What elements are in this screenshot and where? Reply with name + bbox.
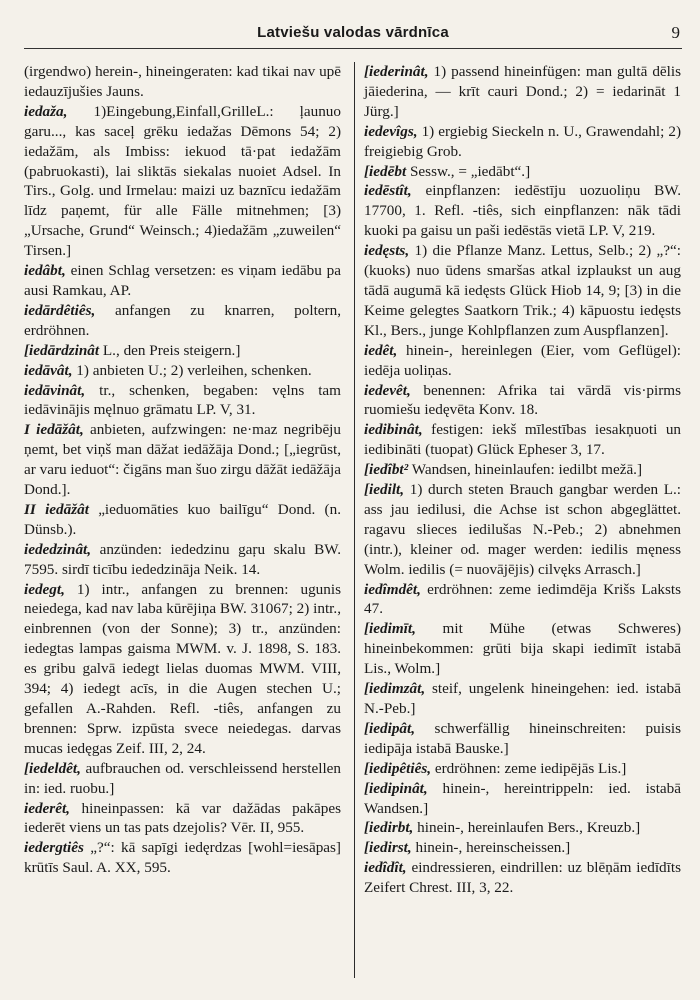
entry-definition: 1) anbieten U.; 2) verleihen, schenken. [76, 361, 312, 379]
dictionary-entry [24, 102, 341, 261]
dictionary-entry [364, 122, 681, 162]
entry-definition: 1) ergiebig Sieckeln n. U., Grawendahl; 2) freigiebig Grob. [364, 122, 681, 160]
entry-headword: [iedipât, [364, 719, 416, 737]
dictionary-entry [364, 838, 681, 858]
entry-headword: [iedirbt, [364, 819, 414, 837]
dictionary-entry [24, 361, 341, 381]
entry-headword: iededzinât, [24, 540, 92, 558]
entry-headword: [iedipinât, [364, 779, 428, 797]
entry-definition: steif, ungelenk hineingehen: ied. istabā N.-Peb.] [364, 680, 681, 717]
dictionary-entry [364, 858, 681, 898]
entry-headword: iedîmdêt, [364, 580, 421, 598]
entry-headword: II iedāžât [24, 500, 89, 518]
entry-headword: [iedirst, [364, 839, 412, 857]
page-number: 9 [671, 23, 680, 42]
entry-definition: hineinpassen: kā var dažādas pakāpes iederēt viens un tas pats dzejolis? Vēr. II, 955. [24, 799, 341, 837]
entry-headword: iedevêt, [364, 381, 411, 399]
entry-headword: [iederinât, [364, 63, 429, 80]
entry-definition: erdröhnen: zeme iedipējās Lis.] [434, 759, 627, 777]
entry-definition: einen Schlag versetzen: es viņam iedābu pa ausi Ramkau, AP. [24, 262, 341, 299]
entry-headword: iederêt, [24, 799, 70, 817]
entry-definition: hinein-, hereinscheissen.] [415, 839, 571, 857]
entry-definition: einpflanzen: iedēstīju uozuoliņu BW. 17700, 1. Refl. -tiês, sich einpflanzen: nāk tādi kuoki pa gaisu un paši iedēstās vietā LP. V, 219. [364, 182, 682, 240]
dictionary-entry [24, 580, 341, 759]
dictionary-entry [24, 540, 341, 580]
entry-definition: mit Mühe (etwas Schweres) hineinbekommen: grūti bija skapi iedimīt istabā Lis., Wolm.] [364, 620, 681, 678]
dictionary-entry [24, 341, 341, 361]
page-header [24, 22, 682, 49]
dictionary-entry [364, 580, 681, 620]
entry-definition: aufbrauchen od. verschleissend herstellen in: ied. ruobu.] [24, 759, 341, 797]
entry-definition: festigen: iekš mīlestības iesakņuoti un iedibināti (tuopat) Glück Epheser 3, 17. [364, 421, 682, 459]
entry-headword: iedegt, [24, 580, 65, 598]
entry-definition: „ieduomāties kuo bailīgu“ Dond. (n. Dünsb.). [24, 500, 341, 538]
entry-headword: iedâbt, [24, 262, 66, 280]
right-column [364, 62, 681, 898]
entry-definition: „?“: kā sapīgi iedęrdzas [wohl=iesāpas] krūtīs Saul. A. XX, 595. [24, 839, 341, 877]
dictionary-entry [364, 181, 681, 241]
dictionary-entry [364, 619, 681, 679]
entry-headword: [iedārdzinât [24, 341, 100, 359]
entry-headword: iedibinât, [364, 421, 423, 439]
entry-headword: iedāvinât, [24, 381, 86, 399]
entry-headword: [iedimīt, [364, 620, 416, 638]
dictionary-entry [24, 301, 341, 341]
entry-headword: [iedeldêt, [24, 759, 81, 777]
entry-headword: [iedipêtiês, [364, 759, 432, 777]
entry-headword: I iedāžât, [24, 421, 84, 439]
entry-headword: [iedîbt² [364, 461, 409, 479]
dictionary-entry [24, 261, 341, 301]
dictionary-entry [24, 759, 341, 799]
dictionary-entry [24, 62, 341, 102]
entry-headword: iedêt, [364, 341, 398, 359]
entry-headword: [iedilt, [364, 481, 405, 499]
entry-headword: iedārdêtiês, [24, 301, 96, 319]
entry-headword: iedāvât, [24, 361, 73, 379]
entry-definition: Sessw., = „iedābt“.] [409, 162, 531, 180]
entry-definition: (irgendwo) herein-, hineingeraten: kad tikai nav upē iedauzījušies Jauns. [24, 63, 341, 100]
entry-definition: hinein-, hereinlegen (Eier, vom Geflügel): iedēja uoliņas. [364, 341, 682, 379]
entry-headword: iedîdît, [364, 859, 407, 877]
entry-definition: erdröhnen: zeme iedimdēja Krišs Laksts 47. [364, 580, 681, 618]
entry-headword: iedevîgs, [364, 122, 418, 140]
entry-definition: eindressieren, eindrillen: uz blēņām iedīdīts Zeifert Chrest. III, 3, 22. [364, 859, 681, 897]
entry-definition: schwerfällig hineinschreiten: puisis iedipāja istabā Bauske.] [364, 719, 681, 757]
entry-definition: anzünden: iededzinu gaŗu skalu BW. 7595. sirdī ticību iededzināja Neik. 14. [24, 540, 342, 578]
dictionary-entry [24, 799, 341, 839]
dictionary-entry [24, 381, 341, 421]
entry-definition: Wandsen, hineinlaufen: iedilbt mežā.] [411, 461, 643, 479]
dictionary-entry [364, 460, 681, 480]
left-column [24, 62, 341, 878]
entry-headword: [iedimzât, [364, 680, 426, 698]
page-title: Latviešu valodas vārdnīca [257, 24, 449, 41]
entry-definition: 1) durch steten Brauch gangbar werden L.: ass jau iedilusi, die Achse ist schon abgeglättet. ragavu slieces iedilušas N.-Peb.; 2) abnehmen (intr.), kleiner od. mager werden: iedilis męness Wolm. iedilis (= nuovājējis) cilvęks Arrasch.] [364, 481, 682, 578]
entry-headword: iedęsts, [364, 242, 410, 260]
entry-definition: anbieten, aufzwingen: ne·maz negribēju ņemt, bet viņš man dāžat iedāžāja Dond.; [„iegrūst, ar varu ieduot“: čigāns man šuo zirgu dāžāt iedāžāja Dond.]. [24, 421, 341, 499]
dictionary-entry [364, 679, 681, 719]
entry-definition: 1) passend hineinfügen: man gultā dēlis jāiederina, — krīt cauri Dond.; 2) = iedarināt 1 Jürg.] [364, 63, 682, 120]
dictionary-entry [364, 62, 681, 122]
dictionary-entry [364, 759, 681, 779]
dictionary-entry [364, 480, 681, 580]
entry-definition: L., den Preis steigern.] [102, 341, 241, 359]
entry-definition: hinein-, hereinlaufen Bers., Kreuzb.] [417, 819, 641, 837]
dictionary-entry [24, 838, 341, 878]
entry-definition: tr., schenken, begaben: vęlns tam iedāvinājis męlnuo grāmatu LP. V, 31. [24, 381, 341, 419]
two-column-body [24, 62, 682, 978]
dictionary-entry [364, 341, 681, 381]
dictionary-entry [364, 779, 681, 819]
dictionary-entry [364, 381, 681, 421]
entry-headword: [iedēbt [364, 162, 407, 180]
entry-definition: hinein-, hereintrippeln: ied. istabā Wandsen.] [364, 779, 682, 817]
dictionary-entry [364, 162, 681, 182]
dictionary-entry [364, 420, 681, 460]
entry-definition: 1) die Pflanze Manz. Lettus, Selb.; 2) „?“: (kuoks) nuo ūdens smaršas atkal izplaukst un aug tādā augumā kā iedęsts Glück Hiob 14, 9; [3) in die Keime gelegtes Saatkorn Trik.; 4) kāpuostu iedęsts Kl., Bers., junge Kohlpflanzen zum Auspflanzen]. [364, 242, 681, 339]
dictionary-entry [24, 420, 341, 500]
entry-definition: 1) intr., anfangen zu brennen: ugunis neiedega, kad nav laba kūrējiņa BW. 31067; 2) intr., einbrennen (von der Sonne); 3) tr., anzünden: iedegtas lampas gaisma MWM. v. J. 1898, S. 183. es gribu galvā iedegt lielas duomas MWM. VIII, 394; 4) iedegt acīs, in die Augen stechen U.; gefallen A.-Rahden. Refl. -tiês, anfangen zu brennen: Sprw. izpūsta svece neiedegas. darvas mucas iedęgas Zeif. III, 2, 24. [24, 580, 341, 757]
dictionary-entry [364, 241, 681, 341]
dictionary-entry [364, 719, 681, 759]
entry-definition: anfangen zu knarren, poltern, erdröhnen. [24, 301, 342, 339]
dictionary-entry [24, 500, 341, 540]
entry-headword: iedergtiês [24, 839, 84, 857]
entry-definition: benennen: Afrika tai vārdā vis·pirms ruomiešu iedęvēta Konv. 18. [364, 381, 681, 419]
entry-headword: iedaža, [24, 102, 68, 120]
entry-definition: 1)Eingebung,Einfall,GrilleL.: ļaunuo garu..., kas saceļ grēku iedažas Dēmons 54; 2) iedažām, als Imbiss: iekuod tā·pat iedažām (pabruokasti), lai sliktās siekalas nuoiet Adsel. In Tirs., Golg. und Irmelau: maizi uz baznīcu iedažām līdz paņemt, für alle Fälle mitnehmen; [3) „Ursache, Grund“ Weinsch.; 4)iedažām „zuweilen“ Tirsen.] [24, 102, 341, 260]
entry-headword: iedēstît, [364, 182, 412, 200]
column-divider [354, 62, 355, 978]
dictionary-entry [364, 818, 681, 838]
